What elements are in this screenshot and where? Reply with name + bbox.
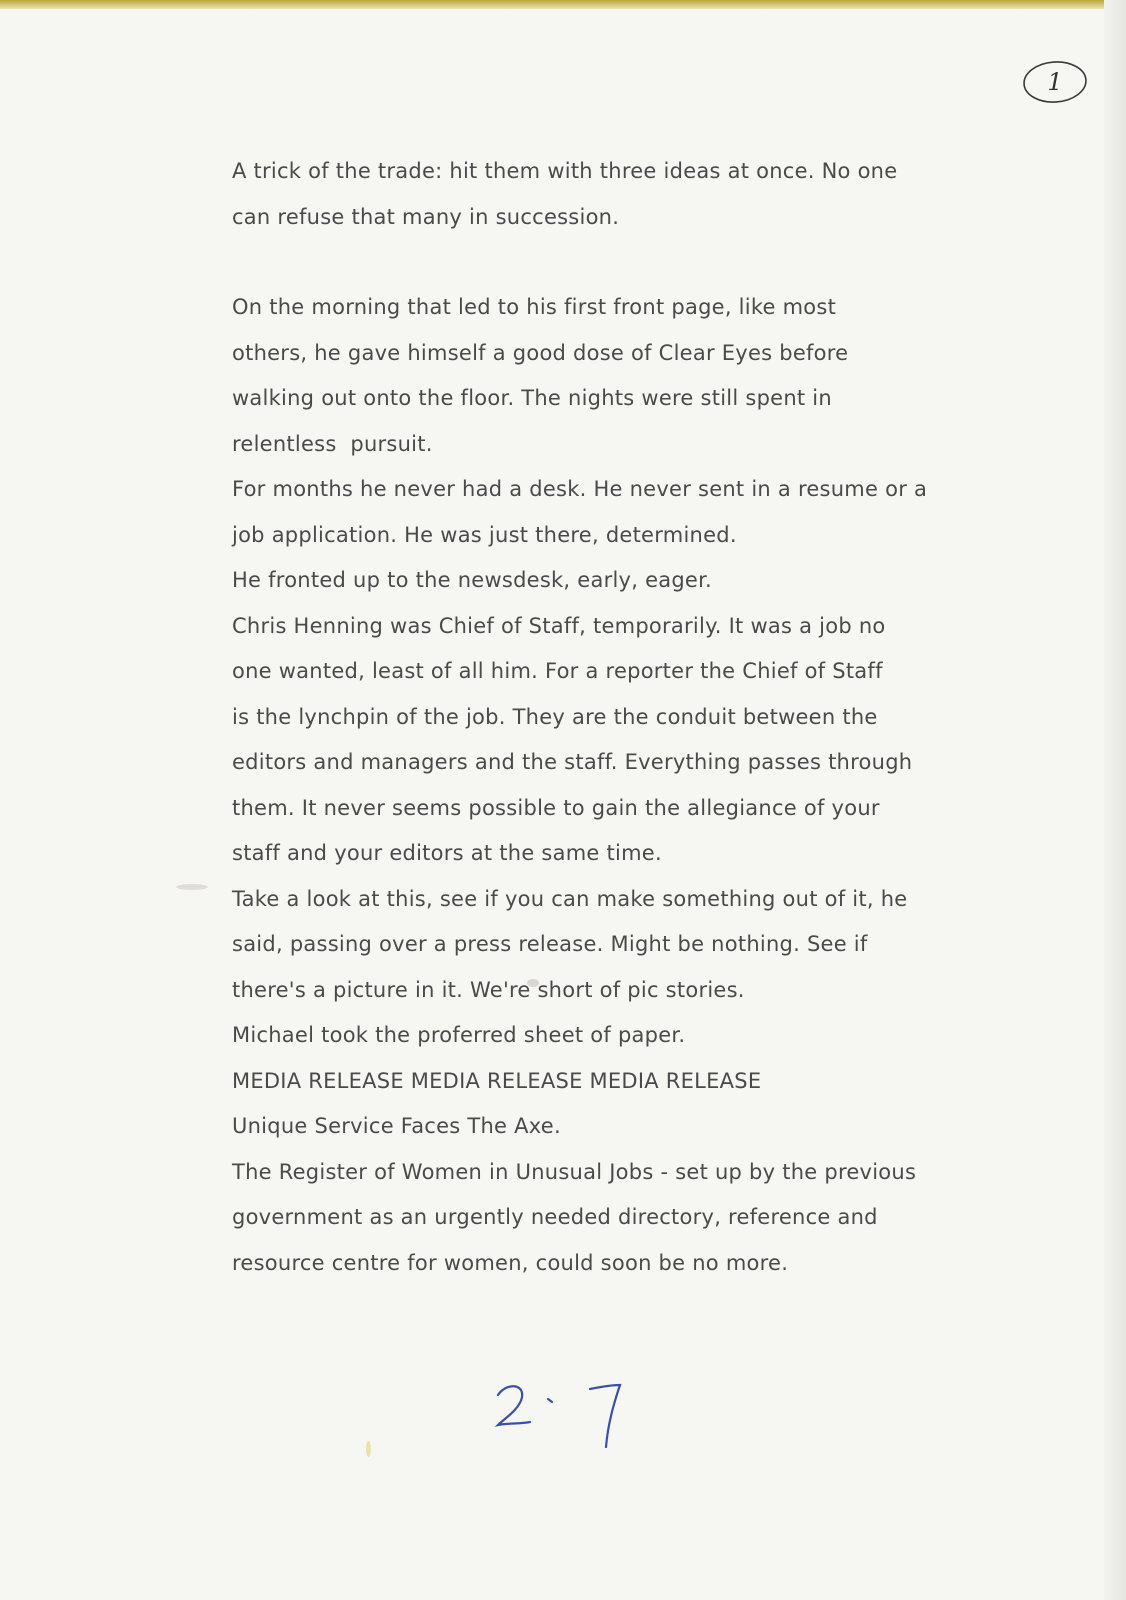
- text-line: The Register of Women in Unusual Jobs - set up by the previous: [232, 1159, 917, 1184]
- text-line: one wanted, least of all him. For a reporter the Chief of Staff: [232, 659, 883, 683]
- paper-page: [0, 9, 1104, 1600]
- scan-edge-top: [0, 0, 1126, 9]
- text-line: editors and managers and the staff. Everything passes through: [232, 750, 913, 774]
- text-line: Unique Service Faces The Axe.: [232, 1114, 561, 1138]
- typed-text-body: [232, 149, 1012, 1286]
- text-line: relentless pursuit.: [232, 431, 433, 456]
- paper-speck: [366, 1441, 371, 1457]
- text-line: is the lynchpin of the job. They are the conduit between the: [232, 704, 878, 729]
- text-line: Michael took the proferred sheet of paper.: [232, 1023, 686, 1047]
- text-line: walking out onto the floor. The nights were still spent in: [232, 386, 832, 410]
- text-line: resource centre for women, could soon be no more.: [232, 1250, 789, 1275]
- paragraph-gap: [232, 240, 1012, 285]
- paper-speck: [527, 979, 539, 987]
- text-line: staff and your editors at the same time.: [232, 841, 662, 865]
- text-line: them. It never seems possible to gain the allegiance of your: [232, 795, 880, 820]
- text-line: can refuse that many in succession.: [232, 204, 620, 229]
- text-line: government as an urgently needed directory, reference and: [232, 1205, 878, 1229]
- paper-speck: [176, 884, 208, 890]
- text-line: Take a look at this, see if you can make something out of it, he: [232, 886, 908, 911]
- text-line: Chris Henning was Chief of Staff, temporarily. It was a job no: [232, 613, 886, 638]
- scan-edge-right: [1104, 0, 1126, 1600]
- text-line: A trick of the trade: hit them with three ideas at once. No one: [232, 159, 898, 183]
- page-number-circle: [1021, 59, 1089, 105]
- text-line: others, he gave himself a good dose of Clear Eyes before: [232, 340, 849, 365]
- handwritten-note: [492, 1377, 642, 1457]
- text-line: On the morning that led to his first front page, like most: [232, 295, 837, 319]
- text-line: there's a picture in it. We're short of pic stories.: [232, 977, 745, 1002]
- text-line: said, passing over a press release. Might be nothing. See if: [232, 932, 868, 956]
- text-line: He fronted up to the newsdesk, early, eager.: [232, 568, 712, 592]
- text-line: job application. He was just there, determined.: [232, 522, 737, 547]
- text-line: For months he never had a desk. He never sent in a resume or a: [232, 477, 928, 501]
- page-number-mark: 1: [1047, 68, 1063, 96]
- text-line: MEDIA RELEASE MEDIA RELEASE MEDIA RELEASE: [232, 1068, 762, 1093]
